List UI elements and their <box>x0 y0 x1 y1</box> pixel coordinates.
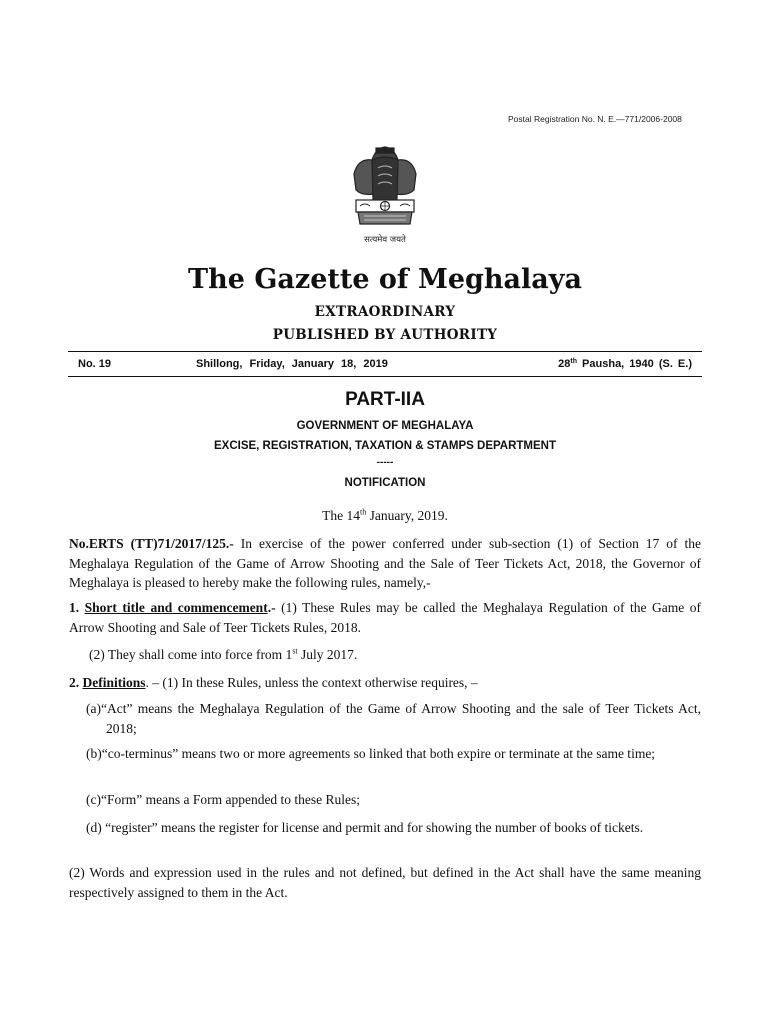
postal-registration: Postal Registration No. N. E.—771/2006-2008 <box>508 114 682 124</box>
rule-2-paragraph <box>69 673 701 693</box>
rule-1-heading-end: .- <box>267 600 276 615</box>
department-heading: EXCISE, REGISTRATION, TAXATION & STAMPS DEPARTMENT <box>213 440 557 452</box>
issue-saka-suffix: th <box>570 358 577 365</box>
rule-1-num: 1. <box>69 600 80 615</box>
issue-place-date: Shillong, Friday, January 18, 2019 <box>196 358 388 370</box>
rule-2-num: 2. <box>69 675 80 690</box>
rule-1-text: (1) These Rules may be called the Meghalaya Regulation of the Game of Arrow Shooting and Sale of Teer Tickets Rules, 2018. <box>69 600 702 635</box>
rule-1-paragraph <box>69 598 701 637</box>
separator: ----- <box>376 457 394 468</box>
date-pre: The 14 <box>322 508 361 523</box>
rule-1-sub-2 <box>89 645 357 665</box>
rule-2-text: . – (1) In these Rules, unless the context otherwise requires, – <box>145 675 478 690</box>
issue-saka-rest: Pausha, 1940 (S. E.) <box>577 358 692 370</box>
rule-2-sub-2: (2) Words and expression used in the rules and not defined, but defined in the Act shall have the same meaning respectively assigned to them in the Act. <box>69 865 701 900</box>
preamble-paragraph <box>69 534 701 593</box>
rule-1-sub-2-post: July 2017. <box>297 647 358 662</box>
gazette-subtitle-extraordinary: EXTRAORDINARY <box>314 304 456 320</box>
notification-date <box>0 508 770 524</box>
definition-item-b: (b)“co-terminus” means two or more agreements so linked that both expire or terminate at the same time; <box>86 746 656 761</box>
definition-item-a: (a)“Act” means the Meghalaya Regulation of the Game of Arrow Shooting and the sale of Teer Tickets Act, 2018; <box>86 701 701 736</box>
emblem-motto: सत्यमेव जयते <box>364 235 406 245</box>
preamble-text: In exercise of the power conferred under sub-section (1) of Section 17 of the Meghalaya Regulation of the Game of Arrow Shooting and the Sale of Teer Tickets Act, 2018, the Governor of Meghalaya is pleased to hereby make the following rules, namely,- <box>69 536 701 590</box>
gazette-subtitle-authority: PUBLISHED BY AUTHORITY <box>272 327 498 343</box>
date-suffix: th <box>360 507 367 517</box>
rule-1-sub-2-suffix: st <box>292 646 298 656</box>
issue-number: No. 19 <box>78 358 112 370</box>
definition-item-c: (c)“Form” means a Form appended to these Rules; <box>86 792 361 807</box>
issue-bar <box>68 351 702 377</box>
rule-1-heading: Short title and commencement <box>84 600 268 615</box>
gazette-title: The Gazette of Meghalaya <box>188 264 582 295</box>
notification-heading: NOTIFICATION <box>344 477 426 489</box>
national-emblem-icon <box>340 142 430 250</box>
preamble-ref: No.ERTS (TT)71/2017/125.- <box>69 536 234 551</box>
definition-item-d: (d) “register” means the register for license and permit and for showing the number of books of tickets. <box>86 820 644 835</box>
date-post: January, 2019. <box>366 508 448 523</box>
issue-saka-day: 28 <box>558 358 571 370</box>
issue-saka-date <box>558 358 692 370</box>
government-heading: GOVERNMENT OF MEGHALAYA <box>296 420 474 432</box>
part-heading: PART-IIA <box>345 389 425 410</box>
rule-2-heading: Definitions <box>82 675 146 690</box>
rule-1-sub-2-pre: (2) They shall come into force from 1 <box>89 647 293 662</box>
